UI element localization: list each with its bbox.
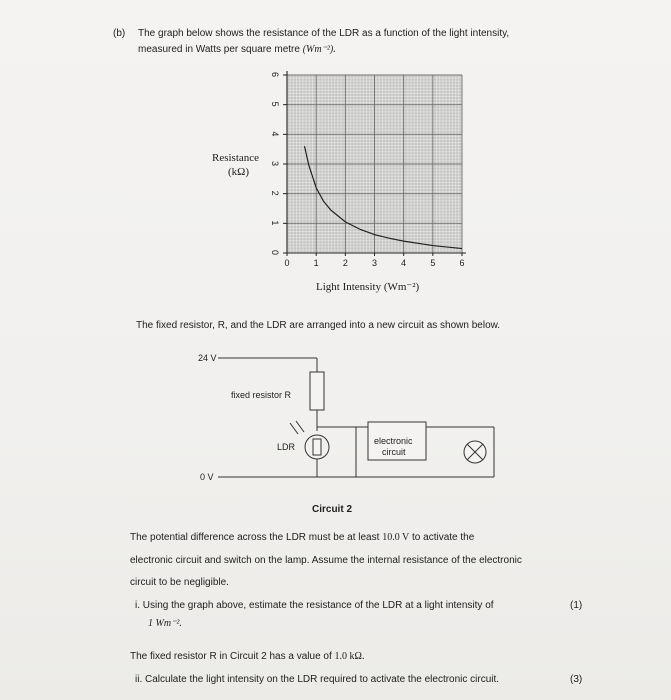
y-axis-label-line1: Resistance	[212, 152, 260, 164]
ldr-resistor-body	[313, 439, 321, 455]
fixed-r-text: The fixed resistor R in Circuit 2 has a value of	[130, 651, 332, 662]
y-tick-label: 4	[270, 131, 280, 137]
part-i-marks: (1)	[570, 600, 583, 611]
part-ii-text: ii. Calculate the light intensity on the LDR required to activate the electronic circuit.	[135, 674, 500, 685]
para-line-1	[130, 531, 474, 544]
para-line-1-b: to activate the	[412, 532, 475, 543]
question-unit: (Wm⁻²).	[302, 44, 336, 55]
question-label: (b)	[113, 28, 126, 39]
para-line-1-a: The potential difference across the LDR must be at least	[130, 532, 380, 543]
circuit-caption: Circuit 2	[312, 504, 353, 515]
x-tick-label: 6	[459, 258, 465, 268]
x-tick-label: 5	[430, 258, 436, 268]
part-ii-marks: (3)	[570, 674, 583, 685]
x-axis-label: Light Intensity (Wm⁻²)	[316, 281, 420, 293]
y-tick-label: 5	[270, 101, 280, 107]
x-tick-label: 2	[342, 258, 348, 268]
fixed-r-value: 1.0 kΩ.	[334, 651, 365, 662]
threshold-voltage: 10.0 V	[382, 532, 410, 543]
electronic-box-line1: electronic	[374, 436, 413, 446]
y-tick-label: 0	[270, 249, 280, 255]
y-tick-label: 2	[270, 190, 280, 196]
light-arrow-1	[296, 421, 304, 432]
fixed-resistor-label: fixed resistor R	[231, 390, 292, 400]
x-tick-label: 3	[371, 258, 378, 268]
x-tick-label: 1	[313, 258, 319, 268]
y-tick-label: 6	[270, 71, 280, 77]
part-i-line-2: 1 Wm⁻².	[148, 618, 182, 629]
part-i-line-1: i. Using the graph above, estimate the resistance of the LDR at a light intensity of	[135, 600, 494, 611]
ldr-label: LDR	[277, 442, 296, 452]
circuit-intro: The fixed resistor, R, and the LDR are arranged into a new circuit as shown below.	[136, 320, 501, 331]
y-tick-label: 3	[270, 160, 280, 166]
para-line-3: circuit to be negligible.	[130, 577, 229, 588]
x-tick-label: 0	[284, 258, 290, 268]
fixed-resistor-symbol	[310, 372, 324, 410]
y-axis-label-line2: (kΩ)	[228, 166, 250, 178]
x-tick-label: 4	[401, 258, 407, 268]
voltage-0v: 0 V	[200, 472, 214, 482]
para-line-2: electronic circuit and switch on the lamp. Assume the internal resistance of the electronic	[130, 555, 522, 566]
voltage-24v: 24 V	[198, 353, 217, 363]
question-line-2-text: measured in Watts per square metre	[138, 44, 300, 55]
y-tick-label: 1	[270, 220, 280, 226]
electronic-box-line2: circuit	[382, 447, 406, 457]
question-line-1: The graph below shows the resistance of the LDR as a function of the light intensity,	[138, 28, 510, 39]
light-arrow-2	[290, 423, 298, 434]
fixed-r-statement	[130, 650, 364, 663]
